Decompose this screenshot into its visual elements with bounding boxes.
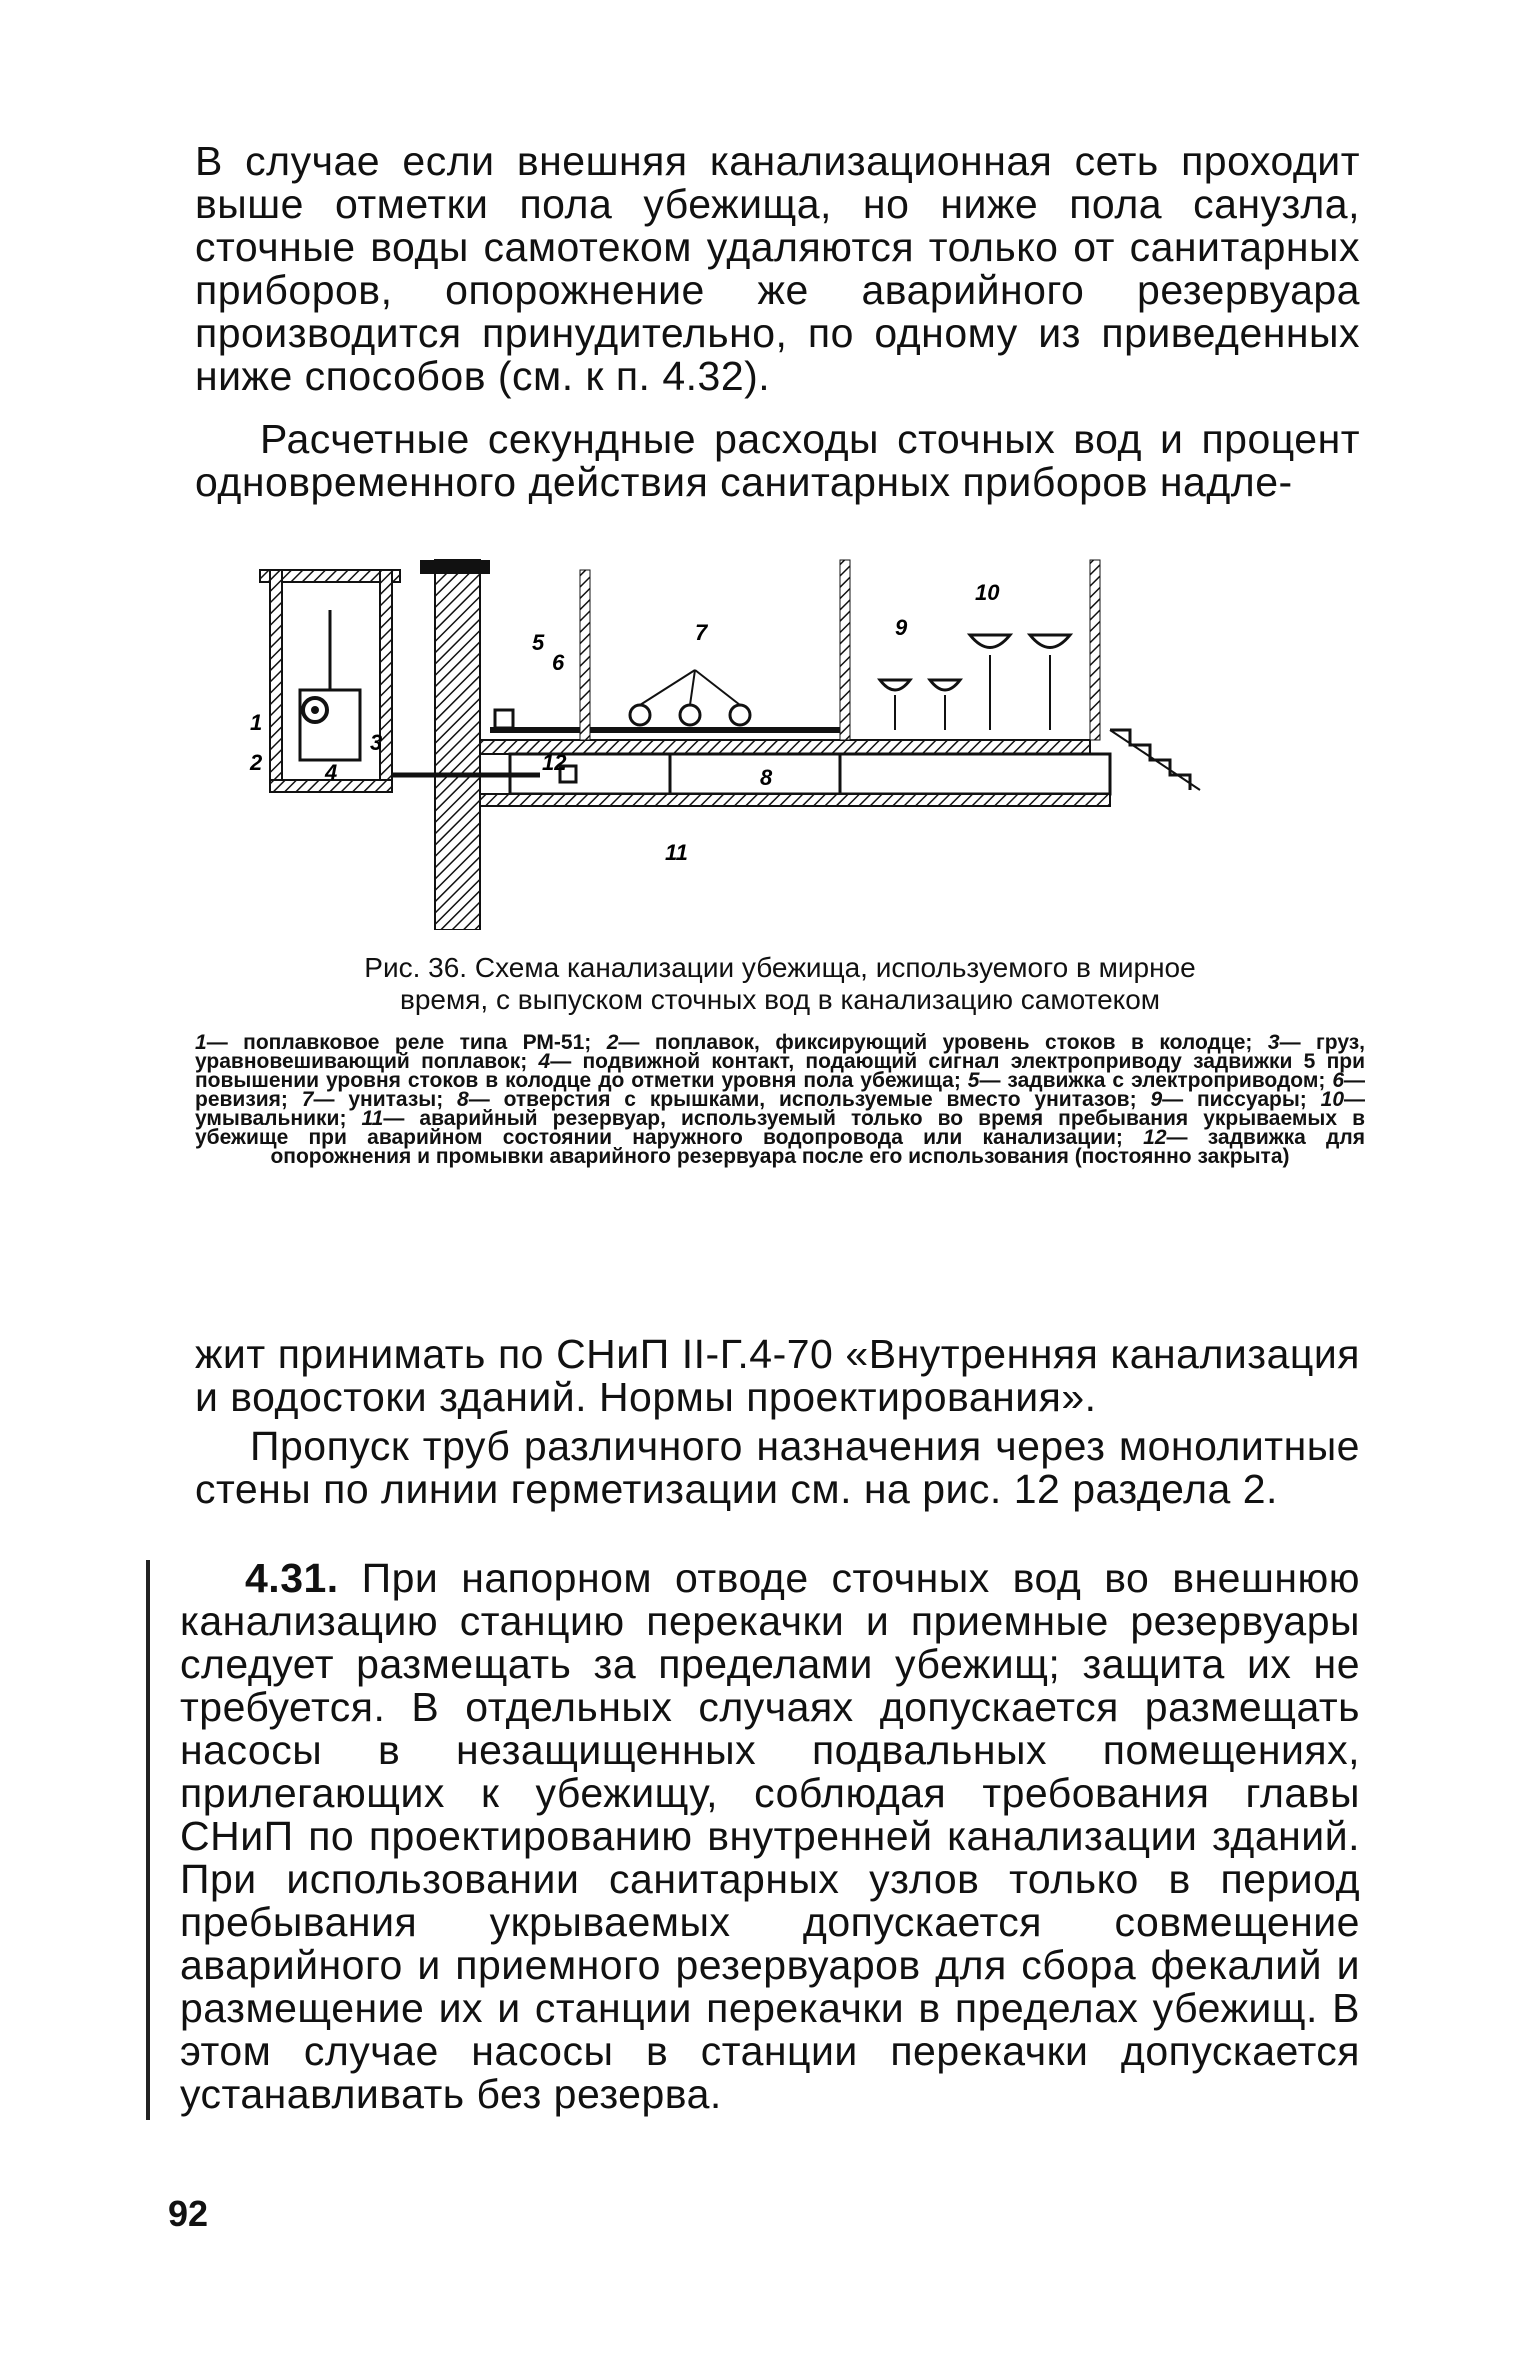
legend-num: 2 (606, 1031, 619, 1054)
label-11: 11 (665, 840, 688, 865)
label-2: 2 (250, 750, 263, 775)
legend-text: — задвижка с электроприводом; (979, 1069, 1333, 1092)
legend-num: 3 (1267, 1031, 1280, 1054)
figure-legend (195, 1033, 1365, 1166)
paragraph-snip-reference: жит принимать по СНиП II-Г.4-70 «Внутренняя канализация и водостоки зданий. Нормы проектирования». (195, 1331, 1360, 1420)
legend-text: — подвижной контакт, подающий сигнал электроприводу задвижки 5 при повышении уровня стоков в колодце до отметки уровня пола убежища; (195, 1050, 1365, 1092)
legend-num: 5 (967, 1069, 980, 1092)
caption-line-2: время, с выпуском сточных вод в канализацию самотеком (399, 984, 1161, 1015)
vent-stack-1 (580, 570, 590, 740)
section-number: 4.31. (245, 1555, 339, 1601)
label-3: 3 (370, 730, 383, 755)
label-10: 10 (975, 580, 1000, 605)
urinals-and-washbasins (880, 635, 1070, 730)
legend-num: 8 (457, 1088, 469, 1111)
legend-num: 1 (195, 1031, 207, 1054)
label-7: 7 (695, 620, 708, 645)
label-4: 4 (325, 760, 338, 785)
paragraph-pipe-passage: Пропуск труб различного назначения через монолитные стены по линии герметизации см. на рис. 12 раздела 2. (195, 1423, 1360, 1512)
legend-text: — отверстия с крышками, используемые вместо унитазов; (468, 1088, 1151, 1111)
vent-stack-2 (840, 560, 850, 740)
legend-num: 11 (361, 1107, 384, 1130)
sewer-scheme-figure (240, 530, 1360, 930)
floor-slab (480, 740, 1090, 754)
legend-text: — ревизия; (195, 1069, 1365, 1111)
legend-num: 4 (538, 1050, 551, 1073)
legend-text: — унитазы; (313, 1088, 458, 1111)
vent-stack-3 (1090, 560, 1100, 740)
page-number: 92 (168, 2193, 209, 2234)
section-text: При напорном отводе сточных вод во внешнюю канализацию станцию перекачки и приемные резервуары следует размещать за пределами убежищ; защита их не требуется. В отдельных случаях допускается размещать насосы в незащищенных подвальных помещениях, прилегающих к убежищу, соблюдая требования главы СНиП по проектированию внутренней канализации зданий. При использовании санитарных узлов только в период пребывания укрываемых допускается совмещение аварийного и приемного резервуаров для сбора фекалий и размещение их и станции перекачки в пределах убежищ. В этом случае насосы в станции перекачки допускается устанавливать без резерва. (180, 1555, 1360, 2117)
emergency-tank (510, 754, 1110, 794)
legend-num: 7 (301, 1088, 314, 1111)
valve-5 (495, 710, 513, 728)
legend-num: 10 (1320, 1088, 1344, 1111)
legend-text: — поплавок, фиксирующий уровень стоков в колодце; (618, 1031, 1268, 1054)
paragraph-intro: В случае если внешняя канализационная сеть проходит выше отметки пола убежища, но ниже пола санузла, сточные воды самотеком удаляются только от санитарных приборов, опорожнение же аварийного резервуара производится принудительно, по одному из приведенных ниже способов (см. к п. 4.32). (195, 138, 1360, 399)
legend-num: 9 (1150, 1088, 1163, 1111)
label-6: 6 (552, 650, 565, 675)
legend-text: — аварийный резервуар, используемый только во время пребывания укрываемых в убежище при аварийном состоянии наружного водопровода или канализации; (195, 1107, 1366, 1149)
legend-text: — груз, уравновешивающий поплавок; (195, 1031, 1366, 1073)
label-9: 9 (895, 615, 908, 640)
label-12: 12 (542, 750, 567, 775)
legend-text: — поплавковое реле типа РМ-51; (206, 1031, 607, 1054)
outer-wall (435, 560, 480, 930)
label-1: 1 (250, 710, 263, 735)
legend-num: 6 (1332, 1069, 1344, 1092)
paragraph-section-4-31 (180, 1557, 1360, 2116)
figure-caption (195, 952, 1365, 1016)
toilets (630, 670, 750, 725)
margin-change-bar (146, 1560, 150, 2120)
paragraph-flow-rates: Расчетные секундные расходы сточных вод и процент одновременного действия санитарных приборов надле- (195, 416, 1360, 505)
legend-text: — задвижка для опорожнения и промывки аварийного резервуара после его использования (постоянно закрыта) (270, 1126, 1365, 1168)
label-8: 8 (760, 765, 773, 790)
legend-text: — умывальники; (195, 1088, 1365, 1130)
label-5: 5 (532, 630, 545, 655)
caption-line-1: Рис. 36. Схема канализации убежища, используемого в мирное (364, 952, 1196, 983)
legend-text: — писсуары; (1162, 1088, 1321, 1111)
legend-num: 12 (1143, 1126, 1167, 1149)
